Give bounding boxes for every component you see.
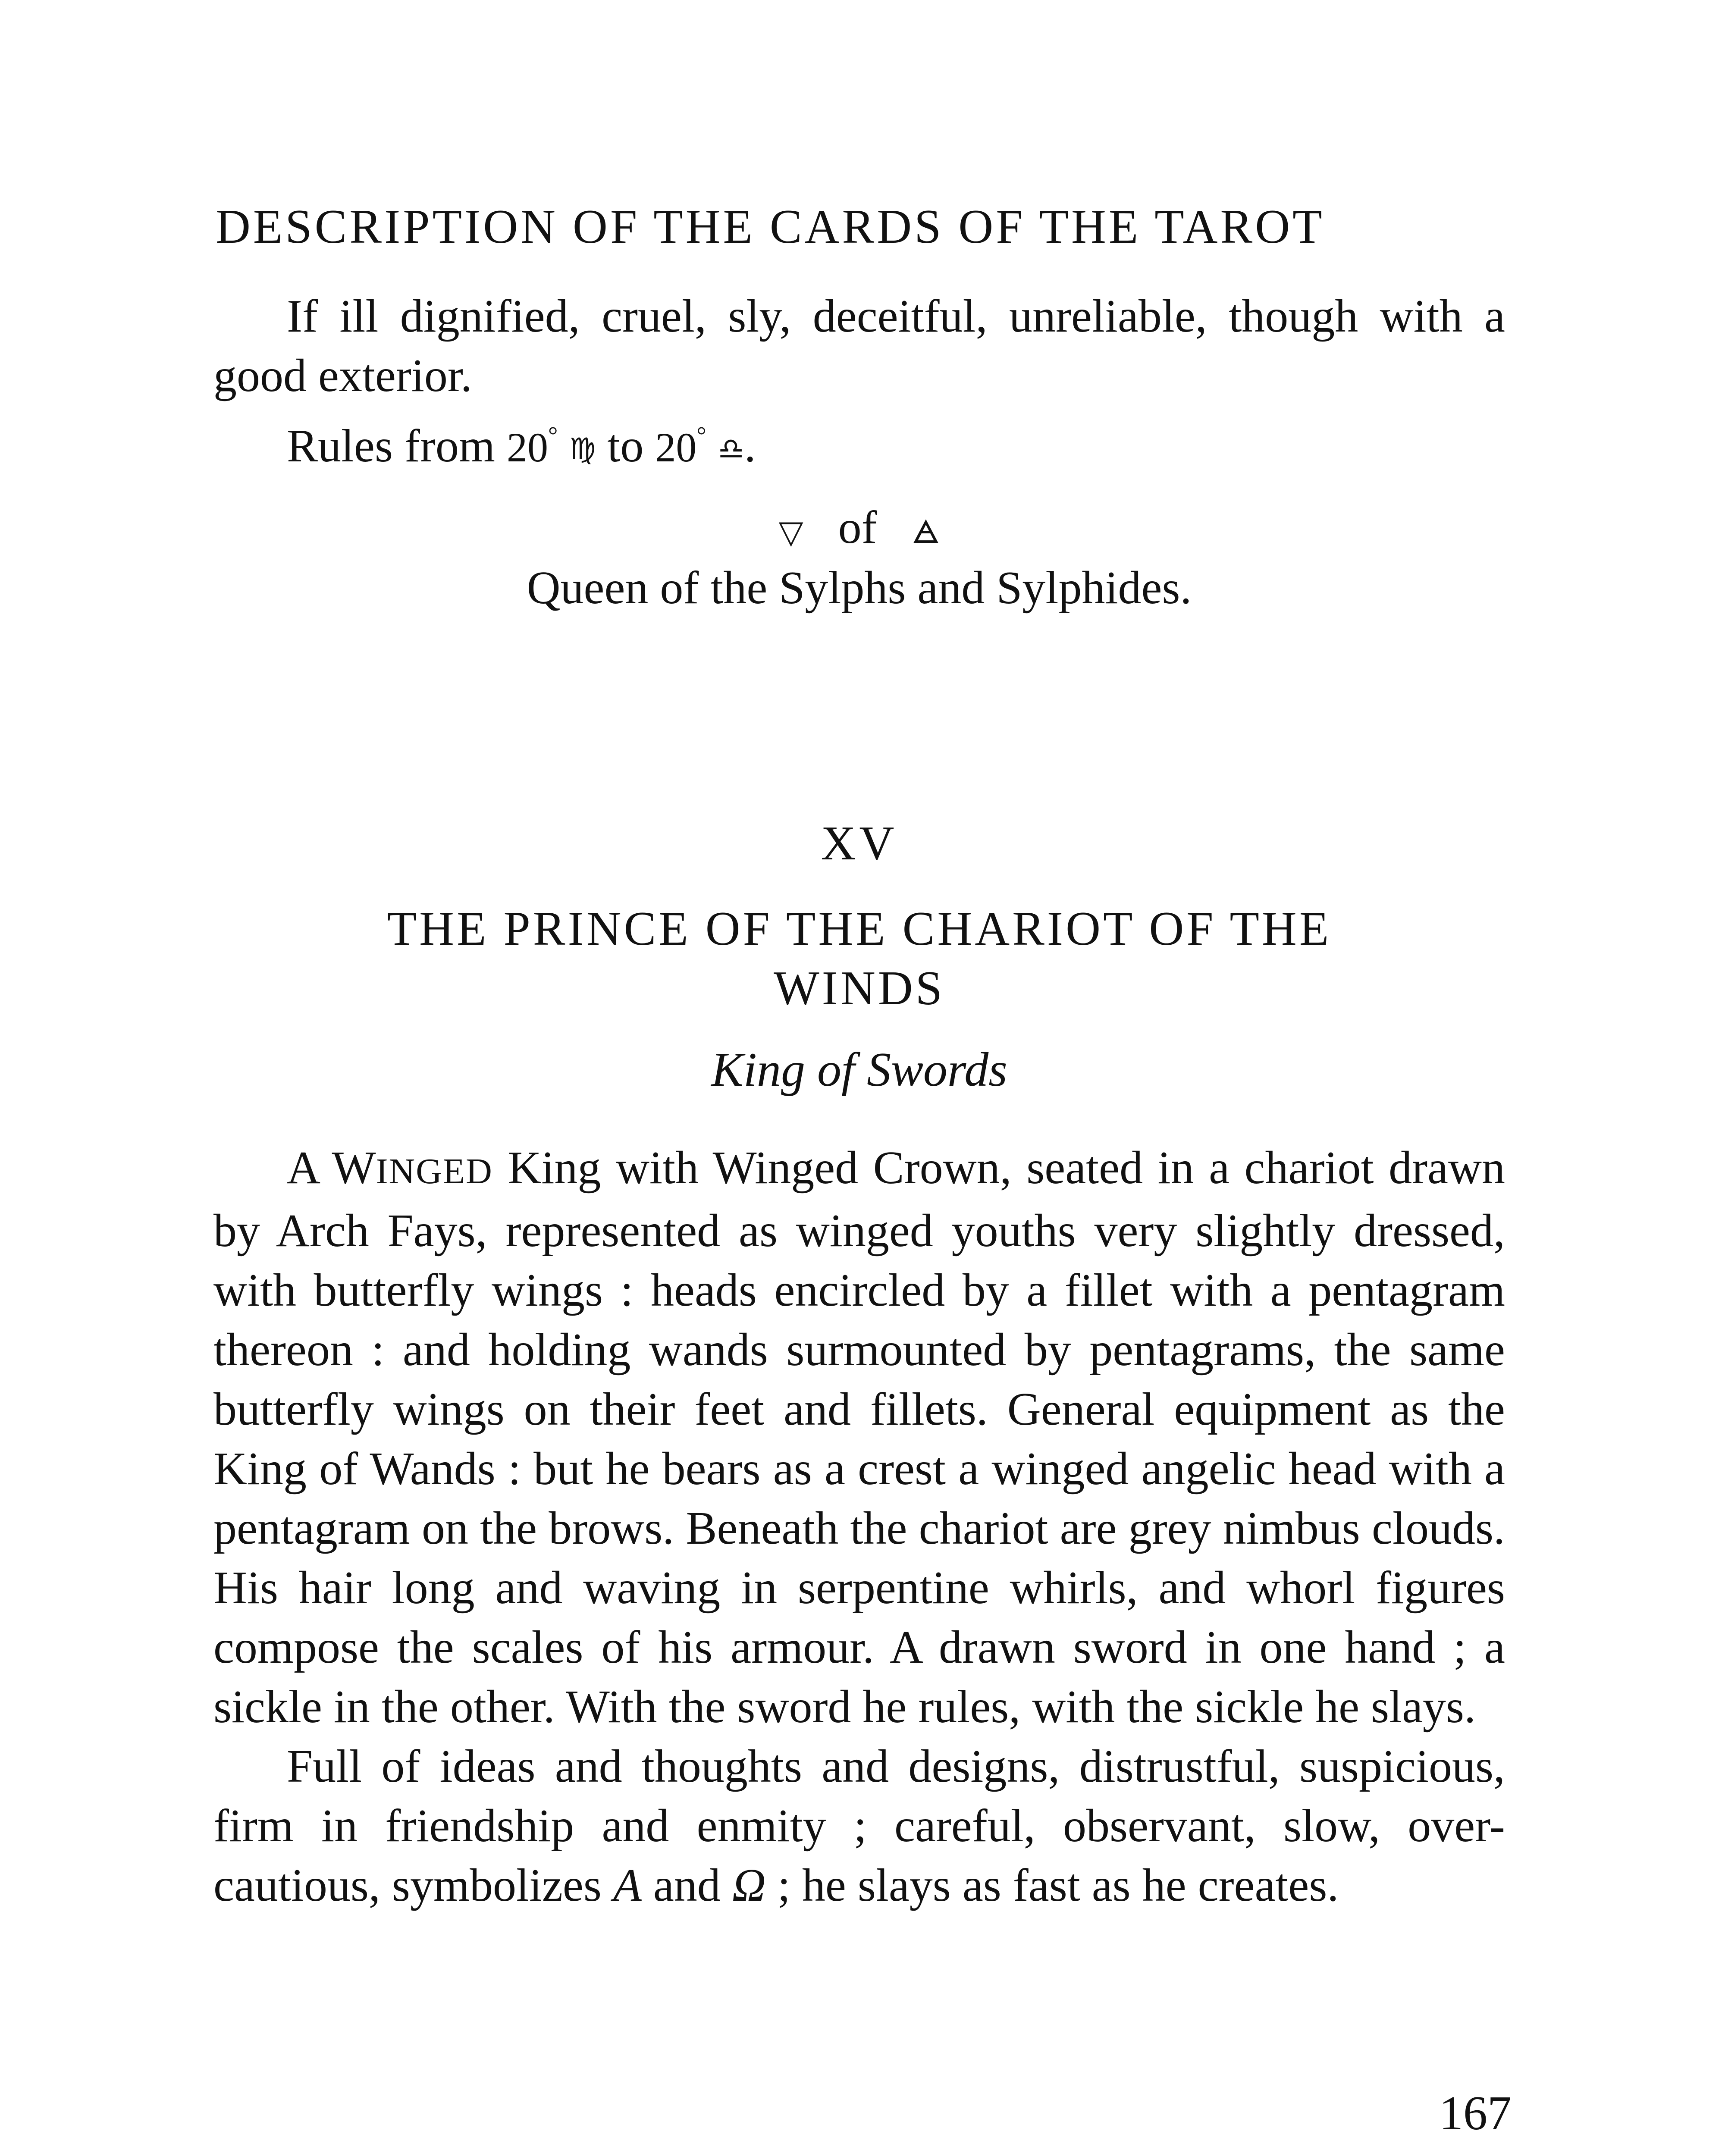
meaning-and: and — [641, 1860, 732, 1911]
chapter-number: XV — [821, 817, 898, 870]
libra-icon: ♎ — [718, 432, 744, 466]
chapter-title — [213, 899, 1505, 1018]
smallcaps-word: INGED — [376, 1151, 493, 1191]
page-number: 167 — [1439, 2087, 1512, 2140]
rules-prefix: Rules from — [287, 420, 507, 472]
meaning-text-start: Full of ideas and thoughts and designs, distrustful, suspicious, firm in friendship and enmity ; careful, observant, slow, over-cautious, symbolizes — [213, 1741, 1505, 1911]
rules-line — [213, 406, 1505, 479]
queen-line: Queen of the Sylphs and Sylphides. — [527, 562, 1192, 614]
meaning-text-end: ; he slays as fast as he creates. — [765, 1860, 1339, 1911]
air-triangle-icon: 🜁 — [912, 514, 940, 551]
chapter-title-line-2: WINDS — [773, 962, 945, 1015]
chapter-subtitle: King of Swords — [711, 1043, 1007, 1097]
rules-suffix: . — [744, 420, 756, 472]
initial-word: A W — [287, 1142, 376, 1194]
alpha-symbol: A — [613, 1860, 642, 1911]
degree-end: 20 — [655, 424, 697, 470]
body-block — [213, 1138, 1505, 1915]
running-head: DESCRIPTION OF THE CARDS OF THE TAROT — [216, 200, 1325, 254]
meaning-paragraph — [213, 1737, 1505, 1915]
description-paragraph — [213, 1138, 1505, 1737]
element-line — [213, 502, 1505, 553]
description-text: King with Winged Crown, seated in a chariot drawn by Arch Fays, represented as winged youths very slightly dressed, with butterfly wings : heads encircled by a fillet with a pentagram thereon : and holding wands surmounted by pentagrams, the same butterfly wings on their feet and fillets. General equipment as the King of Wands : but he bears as a crest a winged angelic head with a pentagram on the brows. Beneath the chariot are grey nimbus clouds. His hair long and waving in serpentine whirls, and whorl figures compose the scales of his armour. A drawn sword in one hand ; a sickle in the other. With the sword he rules, with the sickle he slays. — [213, 1142, 1505, 1733]
ill-dignified-paragraph: If ill dignified, cruel, sly, deceitful, unreliable, though with a good exterior. — [213, 291, 1505, 401]
degree-start: 20 — [506, 424, 548, 470]
rules-middle: to — [596, 420, 656, 472]
water-triangle-icon: ▽ — [778, 514, 803, 551]
degree-mark: ° — [696, 422, 706, 449]
degree-mark: ° — [548, 422, 558, 449]
omega-symbol: Ω — [732, 1860, 766, 1911]
intro-block — [213, 287, 1505, 479]
chapter-title-line-1: THE PRINCE OF THE CHARIOT OF THE — [387, 902, 1332, 956]
virgo-icon: ♍ — [569, 432, 596, 466]
element-of: of — [838, 502, 877, 553]
